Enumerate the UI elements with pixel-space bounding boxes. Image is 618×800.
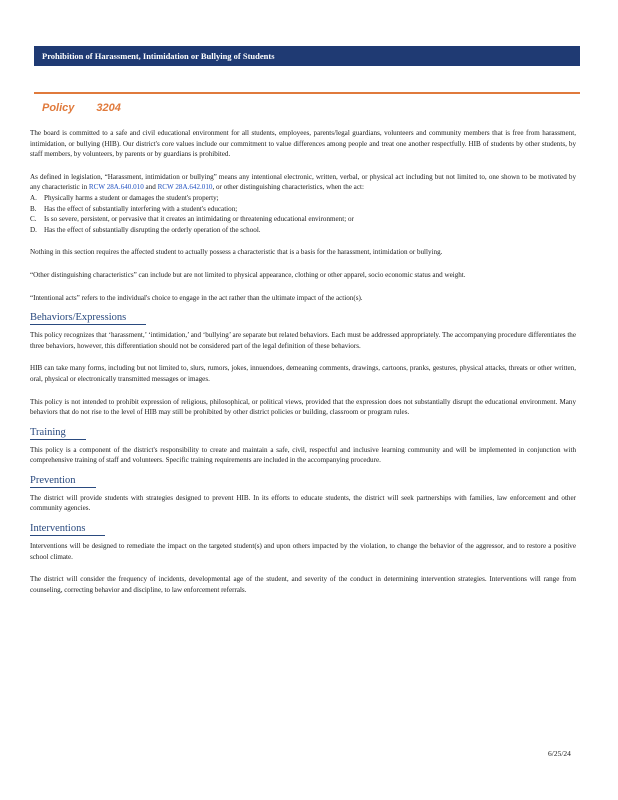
definition-and: and [145, 183, 156, 192]
list-letter: B. [30, 204, 37, 213]
list-letter: C. [30, 215, 37, 224]
list-item [30, 214, 576, 225]
training-paragraph: This policy is a component of the district's responsibility to create and maintain a safe, civil, respectful and inclusive learning community and will be implemented in conjunction with comprehensive training of staff and volunteers. Specific training requirements are included in the accompanying procedure. [30, 445, 576, 465]
list-letter: A. [30, 193, 37, 202]
other-characteristics-paragraph: “Other distinguishing characteristics” can include but are not limited to physical appearance, clothing or other apparel, socio economic status and weight. [30, 270, 466, 279]
list-item [30, 193, 576, 204]
list-text: Has the effect of substantially interfering with a student's education; [44, 204, 238, 213]
header-divider [34, 92, 580, 94]
rcw-link-1[interactable]: RCW 28A.640.010 [88, 183, 144, 192]
intro-paragraph: The board is committed to a safe and civil educational environment for all students, employees, parents/legal guardians, volunteers and community members that is free from harassment, intimidation, or bullying (HIB). Our district's core values include our commitment to value differences among people and treat one another respectfully. HIB of students by other students, by staff members, by volunteers, by parents or by guardians is prohibited. [30, 129, 576, 159]
interventions-heading: Interventions [30, 522, 576, 536]
policy-word: Policy [42, 102, 75, 114]
revision-date: 6/25/24 [548, 749, 571, 758]
list-text: Is so severe, persistent, or pervasive that it creates an intimidating or threatening educational environment; or [44, 215, 354, 224]
behaviors-heading: Behaviors/Expressions [30, 311, 576, 325]
list-item [30, 204, 576, 215]
prevention-heading: Prevention [30, 474, 576, 488]
acts-list [30, 193, 576, 235]
training-heading: Training [30, 426, 576, 440]
behaviors-paragraph-1: This policy recognizes that ‘harassment,’ ‘intimidation,’ and ‘bullying’ are separate but related behaviors. Each must be addressed appropriately. The accompanying procedure differentiates the three behaviors, however, this differentiation should not be considered part of the legal definition of these behaviors. [30, 331, 576, 350]
list-item [30, 225, 576, 236]
list-letter: D. [30, 225, 37, 234]
behaviors-paragraph-2: HIB can take many forms, including but not limited to, slurs, rumors, jokes, innuendoes, demeaning comments, drawings, cartoons, pranks, gestures, physical attacks, threats or other written, oral, physical or electronically transmitted messages or images. [30, 364, 576, 383]
policy-title: Prohibition of Harassment, Intimidation or Bullying of Students [42, 51, 275, 61]
interventions-paragraph-2: The district will consider the frequency of incidents, developmental age of the student, and severity of the conduct in determining intervention strategies. Interventions will range from counseling, correcting behavior and discipline, to law enforcement referrals. [30, 575, 576, 594]
behaviors-paragraph-3: This policy is not intended to prohibit expression of religious, philosophical, or political views, provided that the expression does not substantially disrupt the educational environment. Many behaviors that do not rise to the level of HIB may still be prohibited by other district policies or building, classroom or program rules. [30, 397, 576, 417]
list-text: Has the effect of substantially disrupting the orderly operation of the school. [44, 225, 261, 234]
policy-number: 3204 [96, 102, 121, 114]
prevention-paragraph: The district will provide students with strategies designed to prevent HIB. In its efforts to educate students, the district will seek partnerships with families, law enforcement and other community agencies. [30, 493, 576, 513]
definition-text: As defined in legislation, “Harassment, intimidation or bullying” means any intentional electronic, written, verbal, or physical act including but not limited to, one shown to be motivated by any characteristic in [30, 172, 576, 192]
interventions-paragraph-1: Interventions will be designed to remediate the impact on the targeted student(s) and upon others impacted by the violation, to change the behavior of the aggressor, and to restore a positive school climate. [30, 542, 576, 561]
policy-header-bar [34, 46, 580, 66]
list-text: Physically harms a student or damages the student's property; [44, 193, 219, 202]
rcw-link-2[interactable]: RCW 28A.642.010 [157, 183, 213, 192]
definition-text-after: , or other distinguishing characteristics, when the act: [212, 183, 364, 192]
policy-label [42, 102, 121, 114]
intentional-acts-paragraph: “Intentional acts” refers to the individual's choice to engage in the act rather than the ultimate impact of the action(s). [30, 293, 363, 302]
definition-paragraph [30, 172, 576, 193]
policy-body [30, 128, 576, 595]
nothing-paragraph: Nothing in this section requires the affected student to actually possess a characteristic that is a basis for the harassment, intimidation or bullying. [30, 248, 443, 257]
